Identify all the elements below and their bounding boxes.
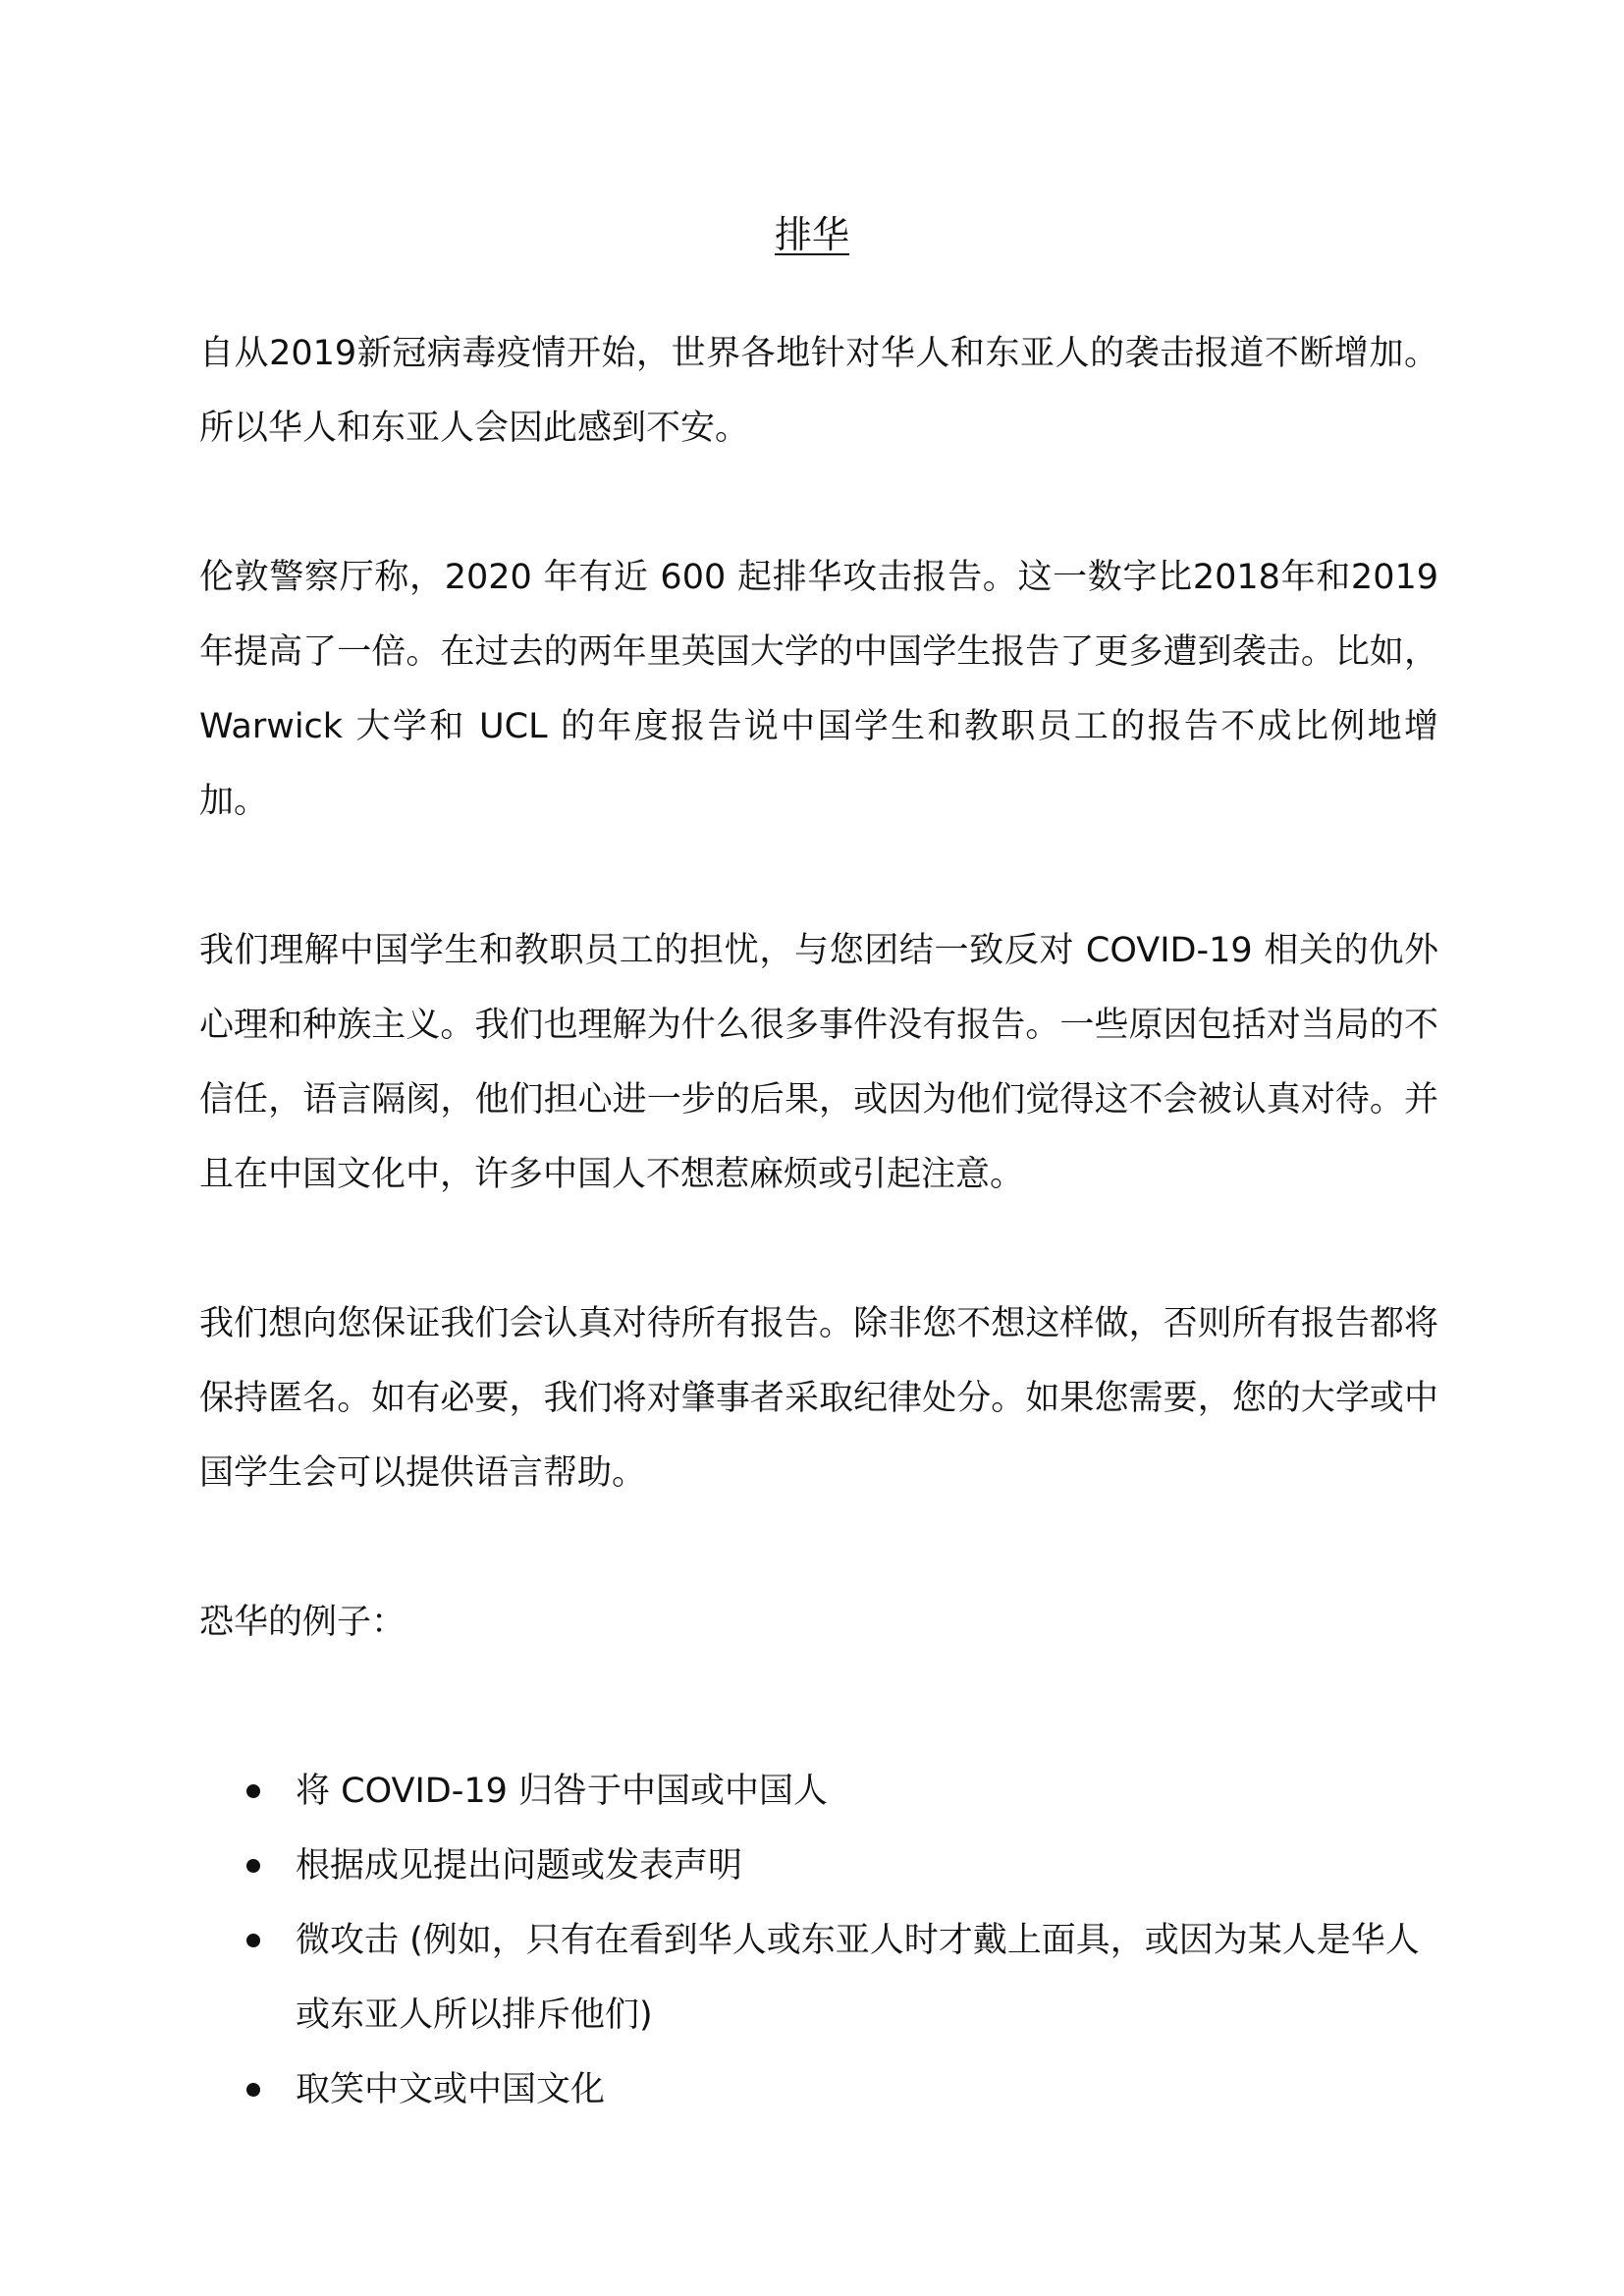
document-body xyxy=(199,316,1438,2127)
list-item-text: 微攻击 (例如，只有在看到华人或东亚人时才戴上面具，或因为某人是华人或东亚人所以排斥他们) xyxy=(296,1921,1420,2035)
paragraph-understanding: 我们理解中国学生和教职员工的担忧，与您团结一致反对 COVID-19 相关的仇外心理和种族主义。我们也理解为什么很多事件没有报告。一些原因包括对当局的不信任，语言隔阂，他们担心进一步的后果，或因为他们觉得这不会被认真对待。并且在中国文化中，许多中国人不想惹麻烦或引起注意。 xyxy=(199,931,1438,1194)
list-item xyxy=(199,1754,1438,1829)
list-item-text: 根据成见提出问题或发表声明 xyxy=(296,1846,743,1886)
bullet-icon xyxy=(246,1934,260,1947)
paragraph-assurance: 我们想向您保证我们会认真对待所有报告。除非您不想这样做，否则所有报告都将保持匿名。如有必要，我们将对肇事者采取纪律处分。如果您需要，您的大学或中国学生会可以提供语言帮助。 xyxy=(199,1304,1438,1493)
list-item-text: 将 COVID-19 归咎于中国或中国人 xyxy=(296,1772,829,1811)
bullet-icon xyxy=(246,1784,260,1798)
examples-list xyxy=(199,1754,1438,2127)
paragraph-statistics: 伦敦警察厅称，2020 年有近 600 起排华攻击报告。这一数字比2018年和2019年提高了一倍。在过去的两年里英国大学的中国学生报告了更多遭到袭击。比如，Warwick 大学和 UCL 的年度报告说中国学生和教职员工的报告不成比例地增加。 xyxy=(199,558,1438,821)
examples-label: 恐华的例子： xyxy=(199,1603,406,1642)
bullet-icon xyxy=(246,2083,260,2097)
list-item-text: 取笑中文或中国文化 xyxy=(296,2070,606,2109)
paragraph-intro: 自从2019新冠病毒疫情开始，世界各地针对华人和东亚人的袭击报道不断增加。所以华人和东亚人会因此感到不安。 xyxy=(199,334,1438,448)
list-item xyxy=(199,1903,1438,2052)
page-title-text: 排华 xyxy=(774,213,849,256)
list-item xyxy=(199,2052,1438,2127)
page-title xyxy=(0,210,1624,259)
bullet-icon xyxy=(246,1859,260,1873)
list-item xyxy=(199,1829,1438,1903)
